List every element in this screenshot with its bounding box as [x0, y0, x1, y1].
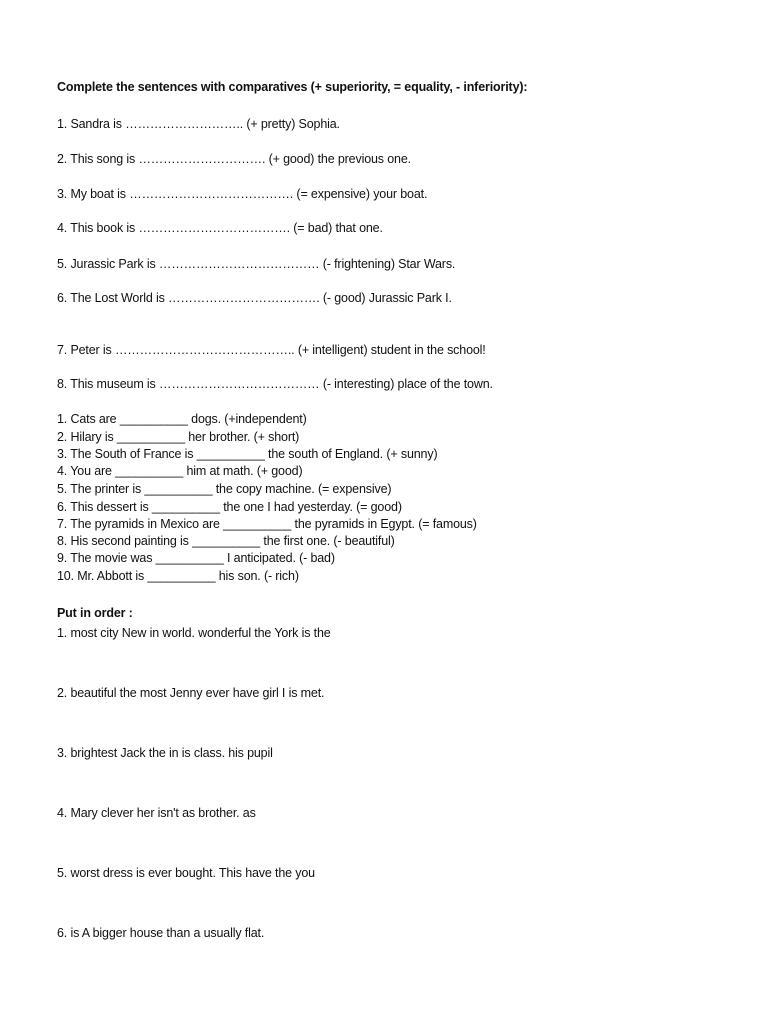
section2-item-1: 1. Cats are __________ dogs. (+independent) — [57, 412, 307, 426]
section2-item-2: 2. Hilary is __________ her brother. (+ short) — [57, 430, 300, 444]
section1-item-4: 4. This book is ………………………………. (= bad) that one. — [57, 221, 383, 235]
section1-item-2: 2. This song is …………………………. (+ good) the previous one. — [57, 152, 411, 166]
section3-item-6: 6. is A bigger house than a usually flat. — [57, 926, 265, 940]
section1-item-1: 1. Sandra is ……………………….. (+ pretty) Sophia. — [57, 117, 340, 131]
section1-item-8: 8. This museum is ………………………………… (- interesting) place of the town. — [57, 377, 493, 391]
section2-item-9: 9. The movie was __________ I anticipated. (- bad) — [57, 551, 335, 565]
section2-item-8: 8. His second painting is __________ the first one. (- beautiful) — [57, 534, 395, 548]
section3-item-3: 3. brightest Jack the in is class. his pupil — [57, 746, 273, 760]
section1-item-6: 6. The Lost World is ………………………………. (- good) Jurassic Park I. — [57, 291, 452, 305]
section3-item-5: 5. worst dress is ever bought. This have the you — [57, 866, 315, 880]
section3-item-1: 1. most city New in world. wonderful the York is the — [57, 626, 331, 640]
section2-item-3: 3. The South of France is __________ the south of England. (+ sunny) — [57, 447, 438, 461]
section1-item-7: 7. Peter is …………………………………….. (+ intelligent) student in the school! — [57, 343, 486, 357]
section1-title: Complete the sentences with comparatives (+ superiority, = equality, - inferiority): — [57, 80, 528, 94]
section3-title: Put in order : — [57, 606, 133, 620]
section2-item-7: 7. The pyramids in Mexico are __________ the pyramids in Egypt. (= famous) — [57, 517, 477, 531]
section1-item-5: 5. Jurassic Park is ………………………………… (- frightening) Star Wars. — [57, 257, 456, 271]
section3-item-2: 2. beautiful the most Jenny ever have girl I is met. — [57, 686, 325, 700]
section2-item-10: 10. Mr. Abbott is __________ his son. (- rich) — [57, 569, 299, 583]
section2-item-4: 4. You are __________ him at math. (+ good) — [57, 464, 303, 478]
section3-item-4: 4. Mary clever her isn't as brother. as — [57, 806, 256, 820]
section2-item-6: 6. This dessert is __________ the one I had yesterday. (= good) — [57, 500, 402, 514]
section2-item-5: 5. The printer is __________ the copy machine. (= expensive) — [57, 482, 392, 496]
section1-item-3: 3. My boat is …………………………………. (= expensive) your boat. — [57, 187, 428, 201]
